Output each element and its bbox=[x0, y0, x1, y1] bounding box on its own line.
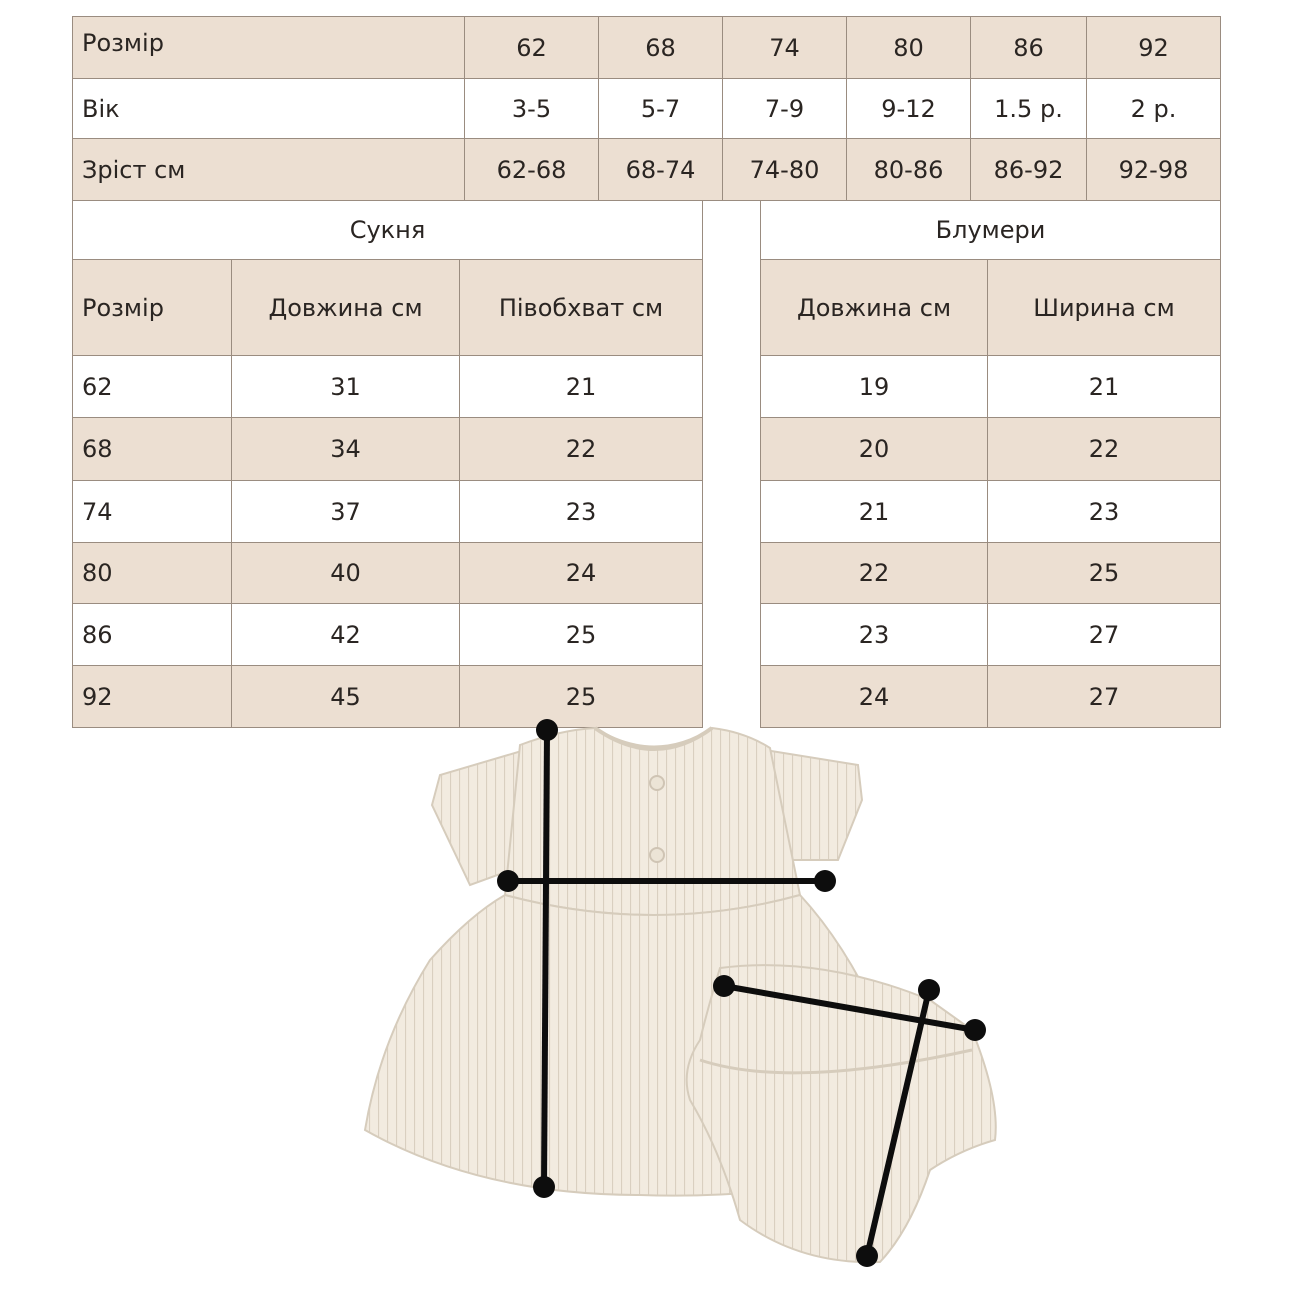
size-cell: 68 bbox=[599, 17, 723, 79]
table-row bbox=[761, 481, 1221, 543]
dress-header-row bbox=[73, 260, 703, 356]
size-cell: 68 bbox=[73, 418, 232, 481]
age-cell: 9-12 bbox=[847, 79, 971, 139]
age-cell: 7-9 bbox=[723, 79, 847, 139]
size-cell: 86 bbox=[971, 17, 1087, 79]
table-row bbox=[73, 418, 703, 481]
size-row bbox=[73, 17, 1221, 79]
height-cell: 80-86 bbox=[847, 139, 971, 201]
length-cell: 19 bbox=[761, 356, 988, 418]
age-cell: 2 р. bbox=[1087, 79, 1221, 139]
width-cell: 25 bbox=[988, 543, 1221, 604]
height-cell: 62-68 bbox=[465, 139, 599, 201]
size-cell: 92 bbox=[1087, 17, 1221, 79]
table-row bbox=[761, 543, 1221, 604]
size-cell: 74 bbox=[73, 481, 232, 543]
row-label: Розмір bbox=[73, 17, 465, 79]
bloomers-table bbox=[760, 200, 1221, 728]
length-cell: 22 bbox=[761, 543, 988, 604]
length-cell: 34 bbox=[232, 418, 460, 481]
row-label: Зріст см bbox=[73, 139, 465, 201]
dress-table bbox=[72, 200, 703, 728]
size-cell: 80 bbox=[847, 17, 971, 79]
column-header: Довжина см bbox=[761, 260, 988, 356]
table-row bbox=[761, 356, 1221, 418]
garment-illustration bbox=[340, 710, 1020, 1280]
table-row bbox=[761, 604, 1221, 666]
size-table bbox=[72, 16, 1221, 201]
row-label: Вік bbox=[73, 79, 465, 139]
height-cell: 68-74 bbox=[599, 139, 723, 201]
age-row bbox=[73, 79, 1221, 139]
table-row bbox=[73, 604, 703, 666]
length-cell: 20 bbox=[761, 418, 988, 481]
half-girth-cell: 22 bbox=[460, 418, 703, 481]
age-cell: 1.5 р. bbox=[971, 79, 1087, 139]
width-cell: 22 bbox=[988, 418, 1221, 481]
width-cell: 27 bbox=[988, 604, 1221, 666]
bloomers-title-row bbox=[761, 201, 1221, 260]
size-cell: 62 bbox=[73, 356, 232, 418]
column-header: Довжина см bbox=[232, 260, 460, 356]
length-cell: 23 bbox=[761, 604, 988, 666]
column-header: Розмір bbox=[73, 260, 232, 356]
column-header: Ширина см bbox=[988, 260, 1221, 356]
age-cell: 3-5 bbox=[465, 79, 599, 139]
half-girth-cell: 25 bbox=[460, 604, 703, 666]
bloomers-header-row bbox=[761, 260, 1221, 356]
length-cell: 37 bbox=[232, 481, 460, 543]
length-cell: 40 bbox=[232, 543, 460, 604]
width-cell: 27 bbox=[988, 666, 1221, 728]
bloomers-title: Блумери bbox=[761, 201, 1221, 260]
half-girth-cell: 23 bbox=[460, 481, 703, 543]
age-cell: 5-7 bbox=[599, 79, 723, 139]
dress-title: Сукня bbox=[73, 201, 703, 260]
half-girth-cell: 21 bbox=[460, 356, 703, 418]
length-cell: 45 bbox=[232, 666, 460, 728]
table-row bbox=[761, 418, 1221, 481]
size-cell: 62 bbox=[465, 17, 599, 79]
height-row bbox=[73, 139, 1221, 201]
table-row bbox=[73, 356, 703, 418]
size-cell: 74 bbox=[723, 17, 847, 79]
length-cell: 31 bbox=[232, 356, 460, 418]
size-cell: 86 bbox=[73, 604, 232, 666]
bloomers-shape bbox=[687, 965, 996, 1262]
column-header: Півобхват см bbox=[460, 260, 703, 356]
half-girth-cell: 25 bbox=[460, 666, 703, 728]
width-cell: 21 bbox=[988, 356, 1221, 418]
size-cell: 92 bbox=[73, 666, 232, 728]
height-cell: 92-98 bbox=[1087, 139, 1221, 201]
height-cell: 74-80 bbox=[723, 139, 847, 201]
length-cell: 24 bbox=[761, 666, 988, 728]
size-cell: 80 bbox=[73, 543, 232, 604]
length-cell: 21 bbox=[761, 481, 988, 543]
half-girth-cell: 24 bbox=[460, 543, 703, 604]
table-row bbox=[73, 543, 703, 604]
height-cell: 86-92 bbox=[971, 139, 1087, 201]
dress-title-row bbox=[73, 201, 703, 260]
width-cell: 23 bbox=[988, 481, 1221, 543]
length-cell: 42 bbox=[232, 604, 460, 666]
table-row bbox=[73, 481, 703, 543]
